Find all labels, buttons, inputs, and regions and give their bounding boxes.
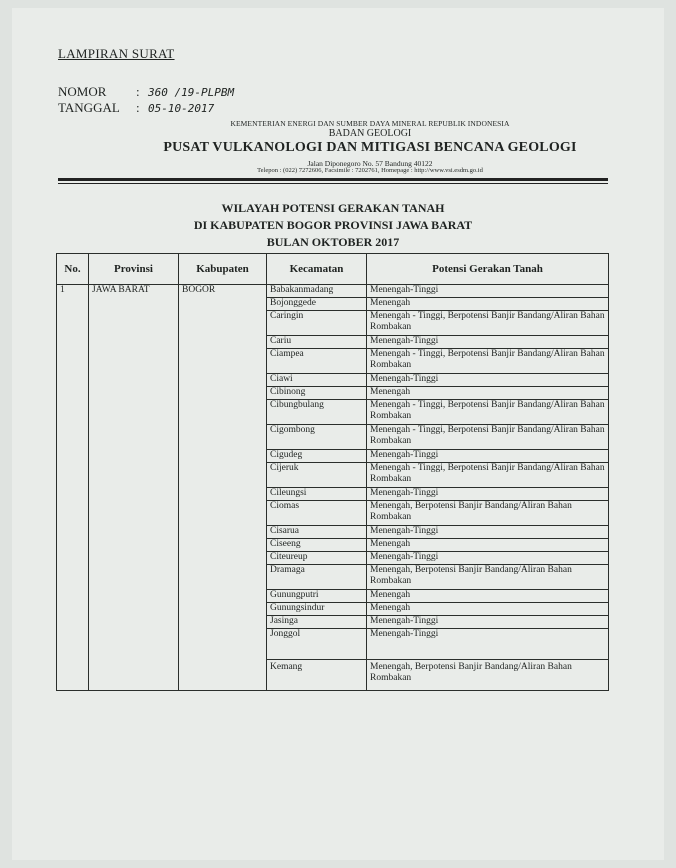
cell-potensi: Menengah-Tinggi <box>367 488 609 501</box>
cell-kecamatan: Ciampea <box>267 349 367 374</box>
cell-kecamatan: Cigudeg <box>267 450 367 463</box>
table-body <box>57 285 609 691</box>
cell-potensi: Menengah-Tinggi <box>367 629 609 660</box>
header-kabupaten: Kabupaten <box>179 254 267 285</box>
cell-kecamatan: Dramaga <box>267 565 367 590</box>
cell-kabupaten: BOGOR <box>179 285 267 691</box>
cell-provinsi: JAWA BARAT <box>89 285 179 691</box>
document-title-line1: WILAYAH POTENSI GERAKAN TANAH <box>221 201 445 215</box>
tanggal-colon: : <box>136 100 140 115</box>
header-potensi: Potensi Gerakan Tanah <box>367 254 609 285</box>
cell-kecamatan: Caringin <box>267 311 367 336</box>
cell-potensi: Menengah <box>367 387 609 400</box>
cell-kecamatan: Cibungbulang <box>267 400 367 425</box>
cell-kecamatan: Jasinga <box>267 616 367 629</box>
cell-kecamatan: Ciseeng <box>267 539 367 552</box>
cell-kecamatan: Bojonggede <box>267 298 367 311</box>
cell-potensi: Menengah-Tinggi <box>367 450 609 463</box>
center-name: PUSAT VULKANOLOGI DAN MITIGASI BENCANA GEOLOGI <box>163 140 577 155</box>
nomor-colon: : <box>136 84 140 99</box>
document-title-line2: DI KABUPATEN BOGOR PROVINSI JAWA BARAT <box>193 218 473 232</box>
cell-kecamatan: Cijeruk <box>267 463 367 488</box>
cell-potensi: Menengah <box>367 539 609 552</box>
tanggal-label: TANGGAL <box>58 100 120 115</box>
header-provinsi: Provinsi <box>89 254 179 285</box>
cell-kecamatan: Citeureup <box>267 552 367 565</box>
agency-name: BADAN GEOLOGI <box>328 128 412 139</box>
nomor-label: NOMOR <box>58 84 107 99</box>
table-header-row <box>57 254 609 285</box>
cell-potensi: Menengah - Tinggi, Berpotensi Banjir Bandang/Aliran Bahan Rombakan <box>367 311 609 336</box>
cell-potensi: Menengah-Tinggi <box>367 616 609 629</box>
cell-kecamatan: Cibinong <box>267 387 367 400</box>
nomor-value: 360 /19-PLPBM <box>148 86 235 99</box>
ministry-name: KEMENTERIAN ENERGI DAN SUMBER DAYA MINERAL REPUBLIK INDONESIA <box>230 119 510 128</box>
cell-potensi: Menengah <box>367 298 609 311</box>
table-row <box>57 285 609 298</box>
cell-potensi: Menengah-Tinggi <box>367 285 609 298</box>
nomor-line <box>58 84 234 100</box>
letterhead-rule-thick <box>58 178 608 181</box>
letterhead-rule-thin <box>58 183 608 184</box>
cell-kecamatan: Ciawi <box>267 374 367 387</box>
center-address: Jalan Diponegoro No. 57 Bandung 40122 <box>307 159 433 168</box>
tanggal-line <box>58 100 214 116</box>
cell-kecamatan: Kemang <box>267 660 367 691</box>
cell-kecamatan: Cariu <box>267 336 367 349</box>
cell-potensi: Menengah - Tinggi, Berpotensi Banjir Bandang/Aliran Bahan Rombakan <box>367 425 609 450</box>
cell-kecamatan: Cileungsi <box>267 488 367 501</box>
cell-kecamatan: Cigombong <box>267 425 367 450</box>
cell-potensi: Menengah-Tinggi <box>367 336 609 349</box>
cell-kecamatan: Jonggol <box>267 629 367 660</box>
cell-potensi: Menengah-Tinggi <box>367 526 609 539</box>
cell-potensi: Menengah-Tinggi <box>367 374 609 387</box>
cell-no: 1 <box>57 285 89 691</box>
cell-potensi: Menengah, Berpotensi Banjir Bandang/Aliran Bahan Rombakan <box>367 565 609 590</box>
cell-potensi: Menengah, Berpotensi Banjir Bandang/Aliran Bahan Rombakan <box>367 501 609 526</box>
cell-potensi: Menengah-Tinggi <box>367 552 609 565</box>
cell-kecamatan: Gunungputri <box>267 590 367 603</box>
cell-kecamatan: Ciomas <box>267 501 367 526</box>
cell-potensi: Menengah, Berpotensi Banjir Bandang/Aliran Bahan Rombakan <box>367 660 609 691</box>
attachment-heading: LAMPIRAN SURAT <box>58 46 175 61</box>
cell-potensi: Menengah <box>367 603 609 616</box>
center-contact: Telepon : (022) 7272606, Facsimile : 7202761, Homepage : http://www.vsi.esdm.go.id <box>257 167 483 174</box>
document-title-line3: BULAN OKTOBER 2017 <box>266 235 400 249</box>
tanggal-value: 05-10-2017 <box>148 102 215 115</box>
cell-potensi: Menengah - Tinggi, Berpotensi Banjir Bandang/Aliran Bahan Rombakan <box>367 349 609 374</box>
cell-potensi: Menengah <box>367 590 609 603</box>
cell-potensi: Menengah - Tinggi, Berpotensi Banjir Bandang/Aliran Bahan Rombakan <box>367 400 609 425</box>
cell-kecamatan: Gunungsindur <box>267 603 367 616</box>
header-no: No. <box>57 254 89 285</box>
cell-potensi: Menengah - Tinggi, Berpotensi Banjir Bandang/Aliran Bahan Rombakan <box>367 463 609 488</box>
cell-kecamatan: Cisarua <box>267 526 367 539</box>
landslide-potential-table <box>56 253 609 691</box>
header-kecamatan: Kecamatan <box>267 254 367 285</box>
cell-kecamatan: Babakanmadang <box>267 285 367 298</box>
